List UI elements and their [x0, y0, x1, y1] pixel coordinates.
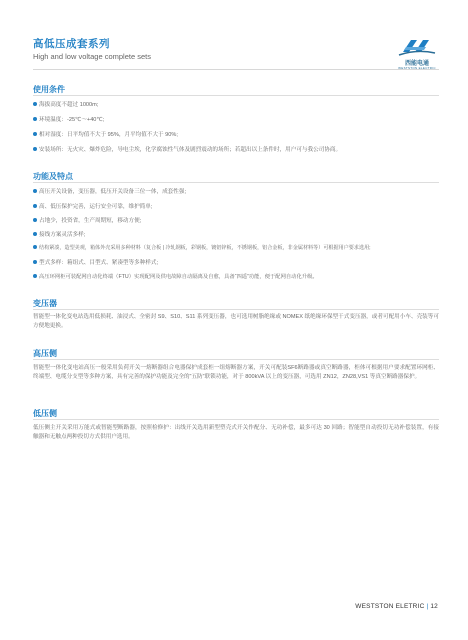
bullet-icon [33, 218, 37, 222]
section-divider [33, 359, 439, 360]
list-item: 海拔高度不超过 1000m; [33, 100, 98, 108]
header-divider [33, 69, 439, 70]
bullet-icon [33, 147, 37, 151]
list-item: 高压开关设备，变压器，低压开关设备三位一体，成套性强; [33, 187, 186, 195]
list-item: 占地少，投资省，生产周期短，移动方便; [33, 216, 141, 224]
bullet-icon [33, 274, 37, 278]
section-divider [33, 419, 439, 420]
section-title-features: 功能及特点 [33, 172, 73, 181]
section-divider [33, 182, 439, 183]
logo-mark-icon [395, 38, 439, 60]
page-number: 12 [430, 603, 438, 610]
section-title-hv-side: 高压侧 [33, 349, 57, 358]
section-title-conditions: 使用条件 [33, 85, 65, 94]
paragraph-lv-side: 低压侧主开关采用万能式或智能型断路器，按照检修护：出线开关选用新型塑壳式开关作配分、无功补偿，最多可达 30 回路；智能型自动投切无功补偿装置，有接触器和无触点两种投切方式供用户选用。 [33, 425, 439, 440]
list-item: 高压环网柜可装配网自动化终端（FTU）实现配网及供电故障自动隔离及自愈，具备“四遥”功能，便于配网自动化升级。 [33, 272, 318, 280]
list-item: 环境温度：-25℃～+40℃; [33, 115, 104, 123]
page-footer [355, 603, 438, 610]
list-item: 接线方案灵活多样; [33, 230, 85, 238]
section-title-transformer: 变压器 [33, 299, 57, 308]
bullet-icon [33, 245, 37, 249]
list-item: 安装场所：无火灾、爆炸危险，导电尘埃，化学腐蚀性气体及剧烈震动的场所；若超出以上条件时，用户可与我公司协商。 [33, 145, 341, 153]
bullet-icon [33, 204, 37, 208]
list-item: 相对湿度：日平均值不大于 95%，月平均值不大于 90%; [33, 130, 178, 138]
bullet-icon [33, 132, 37, 136]
paragraph-transformer: 智能型一体化变电站选用低损耗、油浸式、全密封 S9、S10、S11 系列变压器，也可选用树脂绝缘或 NOMEX 纸绝缘环保型干式变压器，或者可配用小车、壳装等可方便地更换。 [33, 314, 439, 329]
bullet-icon [33, 102, 37, 106]
list-item: 型式多样：箱组式、目型式、紧凑型等多种样式; [33, 258, 158, 266]
paragraph-hv-side: 智能型一体化变电站高压一般采用负荷开关一熔断器组合电器保护成套柜一组熔断器方案，开关可配装SF6断路器或真空断路器，柜体可根据用户要求配置环网柜、终端型、电缆分支型等多种方案，具有完善的保护功能及完全的“五防”联锁功能，对于 800kVA 以上的变压器，可选用 ZN12，ZN28,VS1 等真空断路器保护。 [33, 365, 439, 380]
bullet-icon [33, 260, 37, 264]
list-item: 高、低压保护完善，运行安全可靠，维护简单; [33, 202, 152, 210]
page-subtitle: High and low voltage complete sets [33, 52, 151, 61]
page-title: 高低压成套系列 [33, 38, 110, 50]
section-divider [33, 95, 439, 96]
logo-chinese-text: 西能电通 [404, 61, 429, 67]
bullet-icon [33, 117, 37, 121]
section-title-lv-side: 低压侧 [33, 409, 57, 418]
bullet-icon [33, 232, 37, 236]
bullet-icon [33, 189, 37, 193]
list-item: 结构紧凑，造型美观，箱体外壳采用多种材料（复合板 | 冷轧钢板，彩钢板，镀铝锌板，不锈钢板，铝合金板，非金属材料等）可根据用户要求选用; [33, 244, 371, 251]
logo-english-text: WESTSTON ELECTRIC [398, 66, 436, 70]
company-logo [395, 38, 439, 72]
footer-company: WESTSTON ELETRIC [355, 603, 425, 610]
section-divider [33, 309, 439, 310]
footer-separator: | [426, 603, 429, 610]
